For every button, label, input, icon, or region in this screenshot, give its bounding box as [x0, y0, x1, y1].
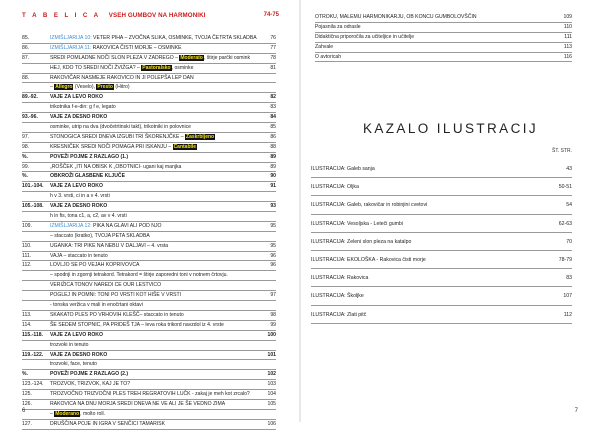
illustration-title: ILUSTRACIJA: EKOLOŠKA - Rakovica čisti morje — [311, 256, 426, 263]
entry-title — [50, 420, 165, 429]
entry-title — [50, 311, 184, 320]
toc-row — [22, 133, 276, 143]
entry-number: 115.-118. — [22, 331, 43, 338]
entry-number: 112. — [22, 262, 32, 269]
entry-page: 76 — [270, 35, 276, 41]
entry-page: 103 — [267, 381, 276, 388]
entry-title — [50, 281, 161, 290]
entry-text: – spodnji in zgornji tetrakord. Tetrakord = štirje zaporedni toni v notnem črtovju. — [50, 272, 228, 279]
toc-row — [22, 172, 276, 182]
entry-page: 81 — [270, 64, 276, 71]
illustration-row — [311, 287, 572, 305]
entry-text: TROZVOČNO TRIZVOČNI PLES TREH REGRATOVIH LUČK - zakaj je meh kot zrcalo? — [50, 391, 250, 398]
entry-title — [50, 133, 215, 142]
toc-row — [22, 420, 276, 430]
illustration-title: ILUSTRACIJA: Školjke — [311, 293, 364, 300]
entry-text: VAJE ZA LEVO ROKO — [50, 94, 103, 101]
toc-row — [22, 153, 276, 163]
toc-row — [22, 232, 276, 242]
entry-title — [50, 370, 128, 379]
toc-row — [22, 93, 276, 103]
entry-number: 93.-96. — [22, 114, 38, 121]
entry-page: 99 — [270, 321, 276, 328]
entry-page: 97 — [270, 292, 276, 299]
entry-title — [50, 143, 197, 152]
illustration-page: 83 — [566, 275, 572, 282]
entry-text: POVEŽI POJME Z RAZLAGO (1.) — [50, 153, 129, 160]
entry-number: 85. — [22, 35, 30, 41]
right-page — [301, 0, 600, 422]
entry-text: ŠE SEDEM STOPNIC, PA PRIDEŠ TJA – leva roka trikord navzdol iz 4. vrste — [50, 321, 224, 328]
entry-number: 125. — [22, 391, 32, 398]
entry-number: 110. — [22, 242, 32, 249]
entry-page: 113 — [563, 43, 572, 50]
entry-page: 84 — [270, 114, 276, 121]
entry-number: 119.-122. — [22, 351, 44, 358]
entry-text: trikotnika f-e-din: g f e, legato — [50, 104, 116, 111]
entry-page: 105 — [267, 400, 276, 407]
entry-text: h v 3. vrsti, ci in a v 4. vrsti — [50, 193, 110, 200]
toc-row — [22, 360, 276, 370]
back-matter-list — [315, 13, 572, 62]
tempo-tag: Pastoralsko — [142, 64, 171, 71]
entry-title — [50, 93, 103, 102]
entry-number: 97. — [22, 133, 30, 140]
toc-row — [22, 163, 276, 173]
entry-title — [50, 163, 181, 172]
illustration-row — [311, 306, 572, 324]
entry-title: Pojasnila za odrasle — [315, 23, 361, 30]
toc-row — [22, 390, 276, 400]
entry-text: „ROŠČEK „ITI NA OBISK K „OBOTNICI- ugani kaj manjka — [50, 163, 182, 170]
toc-row — [22, 113, 276, 123]
entry-text: PIKA NA GLAVI ALI POD NJO — [91, 222, 162, 229]
illustration-page: 62-63 — [558, 220, 572, 227]
entry-page: 78 — [270, 54, 276, 61]
entry-number: 87. — [22, 54, 30, 61]
toc-row — [22, 271, 276, 281]
entry-title — [50, 34, 257, 43]
header-title: T A B E L I C A VSEH GUMBOV NA HARMONIKI — [22, 12, 206, 19]
entry-text: HEJ, KDO TO SREDI NOČI ŽVIŽGA? – — [50, 64, 142, 71]
toc-row — [22, 261, 276, 271]
entry-text: – staccato (kratko), TVOJA PETA SKLADBA — [50, 232, 150, 239]
toc-row — [22, 212, 276, 222]
entry-text: RAKOVICA ČISTI MORJE – OSMINKE — [91, 44, 182, 51]
entry-text: UGANKA: TRI PIKE NA NEBU V DALJAVI – 4. vrsta — [50, 242, 169, 249]
entry-text: VAJE ZA LEVO ROKO — [50, 183, 103, 190]
entry-page: 85 — [270, 124, 276, 131]
illustration-row — [311, 251, 572, 269]
back-matter-row — [315, 23, 572, 33]
entry-title — [50, 291, 181, 300]
entry-text: VERIŽICA TONOV NAREDI CE OUR LESTVICO — [50, 282, 162, 289]
entry-title: Didaktična priporočila za učiteljice in učitelje — [315, 33, 415, 40]
toc-row — [22, 123, 276, 133]
entry-title: O avtoricah — [315, 53, 342, 60]
toc-row — [22, 143, 276, 153]
entry-page: 89 — [270, 163, 276, 170]
toc-row — [22, 252, 276, 262]
contents-table — [22, 34, 276, 430]
entry-text: OBKROŽI GLASBENE KLJUČE — [50, 173, 125, 180]
entry-page: 95 — [270, 222, 276, 229]
entry-text-cont: , molto roll. — [80, 410, 106, 417]
illustration-row — [311, 233, 572, 251]
entry-text-cont: , štirje parčki osmink — [203, 54, 250, 61]
entry-number: %. — [22, 371, 28, 378]
entry-title — [50, 360, 97, 369]
entry-page: 110 — [563, 23, 572, 30]
entry-title — [50, 54, 250, 63]
entry-title — [50, 103, 116, 112]
entry-title — [50, 261, 139, 270]
illustration-title: ILUSTRACIJA: Galeb, rakovičar in robinjini cvetovi — [311, 202, 428, 209]
entry-number: 86. — [22, 44, 30, 51]
entry-text: RAKOVIČAR NASMEJE RAKOVICO IN JI POLEPŠA LEP DAN — [50, 74, 194, 81]
entry-text: KRESNIČEK SREDI NOČI POMAGA PRI ISKANJU – — [50, 143, 173, 150]
entry-title — [50, 232, 150, 241]
entry-text: – — [50, 410, 55, 417]
entry-number: 98. — [22, 143, 30, 150]
entry-text: TROZVOK, TRIZVOK, KAJ JE TO? — [50, 381, 131, 388]
entry-text: SKAKATO PLES PO VRHOVIH KLEŠČ– staccato in tenuto — [50, 311, 184, 318]
toc-row — [22, 410, 276, 420]
illustration-page: 43 — [566, 166, 572, 172]
entry-title — [50, 341, 89, 350]
tempo-tag: Moderano — [55, 410, 80, 417]
header-pages: 74-75 — [263, 12, 279, 18]
toc-row — [22, 380, 276, 390]
entry-page: 96 — [270, 252, 276, 259]
entry-page: 111 — [564, 33, 572, 40]
entry-title — [50, 252, 108, 261]
illustration-row — [311, 160, 572, 178]
entry-title — [50, 242, 168, 251]
toc-row — [22, 370, 276, 380]
toc-row — [22, 301, 276, 311]
page-column-label: ŠT. STR. — [551, 148, 572, 154]
entry-text: - tonska veržica v mali in enočrtani oktavi — [50, 302, 143, 309]
entry-number: 89.-92. — [22, 94, 38, 101]
entry-title — [50, 202, 107, 211]
toc-row — [22, 242, 276, 252]
entry-text: osminke, utrip na dva (dvočetrtinski takt), trikotniki in polovnice — [50, 124, 191, 131]
entry-text: VAJE ZA DESNO ROKO — [50, 203, 108, 210]
entry-number: 99. — [22, 163, 30, 170]
illustration-title: ILUSTRACIJA: Zlati pitč — [311, 311, 367, 318]
entry-title — [50, 301, 143, 310]
entry-page: 82 — [270, 94, 276, 101]
toc-row — [22, 54, 276, 64]
entry-text-cont: , osminke — [171, 64, 194, 71]
entry-title: OTROKU, MALEMU HARMONIKARJU, OB KONCU GUMBOLOVŠČIN — [315, 14, 477, 20]
entry-page: 89 — [270, 153, 276, 160]
entry-text: RAKOVICA NA DNU MORJA SREDI DNEVA NE VE ALI JE ŠE VEDNO ZIMA — [50, 400, 226, 407]
toc-row — [22, 103, 276, 113]
toc-row — [22, 331, 276, 341]
entry-page: 96 — [270, 262, 276, 269]
illustration-title: ILUSTRACIJA: Vesoljska - Leteči gumbi — [311, 220, 403, 227]
entry-title — [50, 113, 107, 122]
tempo-tag: Allegro — [55, 84, 73, 91]
illustration-row — [311, 215, 572, 233]
tempo-tag: Cantabile — [173, 143, 197, 150]
toc-row — [22, 34, 276, 44]
entry-text: trozvoki in tenuto — [50, 341, 89, 348]
entry-number: 126. — [22, 400, 32, 407]
entry-text: SREDI POMLADNE NOČI SLON PLEZA V ZADREGO – — [50, 54, 180, 61]
illustration-title: ILUSTRACIJA: Galeb sanja — [311, 166, 375, 172]
entry-number: %. — [22, 173, 28, 180]
entry-text: h in fis, tona c1, a, c2, av v 4. vrsti — [50, 213, 127, 220]
illustration-page: 107 — [563, 293, 572, 300]
entry-title — [50, 153, 128, 162]
entry-title — [50, 321, 224, 330]
toc-row — [22, 341, 276, 351]
back-matter-row — [315, 53, 572, 63]
toc-row — [22, 74, 276, 84]
entry-title — [50, 64, 193, 73]
entry-number: 109. — [22, 222, 32, 229]
toc-row — [22, 192, 276, 202]
entry-title — [50, 222, 161, 231]
entry-page: 86 — [270, 133, 276, 140]
page-number-left: 6 — [22, 408, 26, 414]
entry-title — [50, 192, 110, 201]
entry-page: 93 — [270, 203, 276, 210]
toc-row — [22, 83, 276, 93]
section-title: KAZALO ILUSTRACIJ — [362, 121, 539, 136]
toc-row — [22, 182, 276, 192]
illustration-page: 78-79 — [558, 256, 572, 263]
entry-text: VAJE ZA DESNO ROKO — [50, 114, 108, 121]
exercise-label: IZMIŠLJARIJA 10: — [50, 35, 92, 41]
entry-page: 77 — [270, 44, 276, 51]
entry-title — [50, 74, 194, 83]
entry-title — [50, 123, 191, 132]
entry-page: 100 — [267, 331, 276, 338]
toc-row — [22, 400, 276, 410]
entry-number: 127. — [22, 420, 32, 427]
entry-number: 113. — [22, 311, 32, 318]
entry-title — [50, 390, 250, 399]
entry-title — [50, 172, 125, 181]
illustration-list — [311, 160, 572, 324]
entry-page: 101 — [267, 351, 276, 358]
entry-text: trozvoki, face, tenuto — [50, 361, 98, 368]
illustration-row — [311, 178, 572, 196]
entry-title — [50, 380, 130, 389]
tempo-tag: Moderato — [180, 54, 203, 61]
illustration-title: ILUSTRACIJA: Rakovica — [311, 275, 369, 282]
entry-text-cont: (Hitro) — [113, 84, 130, 91]
entry-title: Zahvale — [315, 43, 334, 50]
entry-text: LOVLJO SE PO VEJAH KOPRIVOVCA — [50, 262, 140, 269]
toc-row — [22, 291, 276, 301]
illustration-page: 54 — [566, 202, 572, 209]
back-matter-row — [315, 43, 572, 53]
toc-row — [22, 64, 276, 74]
illustration-title: ILUSTRACIJA: Zeleni slon pleza na katalpo — [311, 238, 412, 245]
entry-text: VAJA – staccato in tenuto — [50, 252, 108, 259]
back-matter-row — [315, 13, 572, 23]
entry-page: 102 — [267, 371, 276, 378]
illustration-page: 70 — [566, 238, 572, 245]
entry-number: 123.-124. — [22, 381, 44, 388]
entry-title — [50, 83, 130, 92]
entry-title — [50, 212, 127, 221]
table-header — [22, 12, 279, 24]
tempo-tag: Zaskrbljeno — [186, 133, 215, 140]
left-page — [0, 0, 299, 427]
entry-number: 111. — [22, 252, 32, 259]
entry-page: 106 — [267, 420, 276, 427]
entry-page: 91 — [270, 183, 276, 190]
entry-title — [50, 331, 103, 340]
entry-text: STONOGICA SREDI DNEVA IZGUBI TRI ŠKORENJČKE – — [50, 133, 186, 140]
entry-text: – — [50, 84, 55, 91]
illustration-row — [311, 196, 572, 214]
entry-page: 104 — [267, 391, 276, 398]
entry-page: 88 — [270, 143, 276, 150]
entry-text: DRUŠČINA POJE IN IGRA V SENČICI TAMARISK — [50, 420, 166, 427]
entry-title — [50, 182, 103, 191]
entry-number: 88. — [22, 74, 30, 81]
entry-page: 98 — [270, 311, 276, 318]
entry-page: 109 — [563, 14, 572, 20]
back-matter-row — [315, 33, 572, 43]
entry-number: 114. — [22, 321, 32, 328]
entry-page: 116 — [563, 53, 572, 60]
entry-page: 83 — [270, 104, 276, 111]
entry-number: 105.-108. — [22, 203, 44, 210]
entry-text: VETER PIHA – ZVOČNA SLIKA, OSMINKE, TVOJA ČETRTA SKLADBA — [91, 35, 257, 41]
entry-text-cont: (Veselo), — [73, 84, 97, 91]
illustration-page: 112 — [563, 311, 572, 318]
entry-title — [50, 410, 105, 419]
tempo-tag: Presto — [97, 84, 113, 91]
entry-number: %. — [22, 153, 28, 160]
entry-title — [50, 44, 182, 53]
entry-title — [50, 400, 225, 409]
toc-row — [22, 44, 276, 54]
toc-row — [22, 311, 276, 321]
toc-row — [22, 281, 276, 291]
entry-page: 90 — [270, 173, 276, 180]
exercise-label: IZMIŠLJARIJA 12: — [50, 222, 92, 229]
toc-row — [22, 321, 276, 331]
entry-text: VAJE ZA DESNO ROKO — [50, 351, 108, 358]
illustration-title: ILUSTRACIJA: Oljka — [311, 184, 359, 191]
entry-title — [50, 271, 228, 280]
illustration-page: 50-51 — [558, 184, 572, 191]
exercise-label: IZMIŠLJARIJA 11: — [50, 44, 92, 51]
page-number-right: 7 — [574, 408, 578, 414]
toc-row — [22, 222, 276, 232]
toc-row — [22, 202, 276, 212]
entry-text: VAJE ZA LEVO ROKO — [50, 331, 103, 338]
entry-text: POVEŽI POJME Z RAZLAGO (2.) — [50, 371, 129, 378]
toc-row — [22, 351, 276, 361]
entry-number: 101.-104. — [22, 183, 44, 190]
entry-page: 95 — [270, 242, 276, 249]
entry-title — [50, 351, 107, 360]
entry-text: POGLEJ IN POMNI: TONI PO VRSTI KOT HIŠE V VRSTI — [50, 292, 182, 299]
illustration-row — [311, 269, 572, 287]
